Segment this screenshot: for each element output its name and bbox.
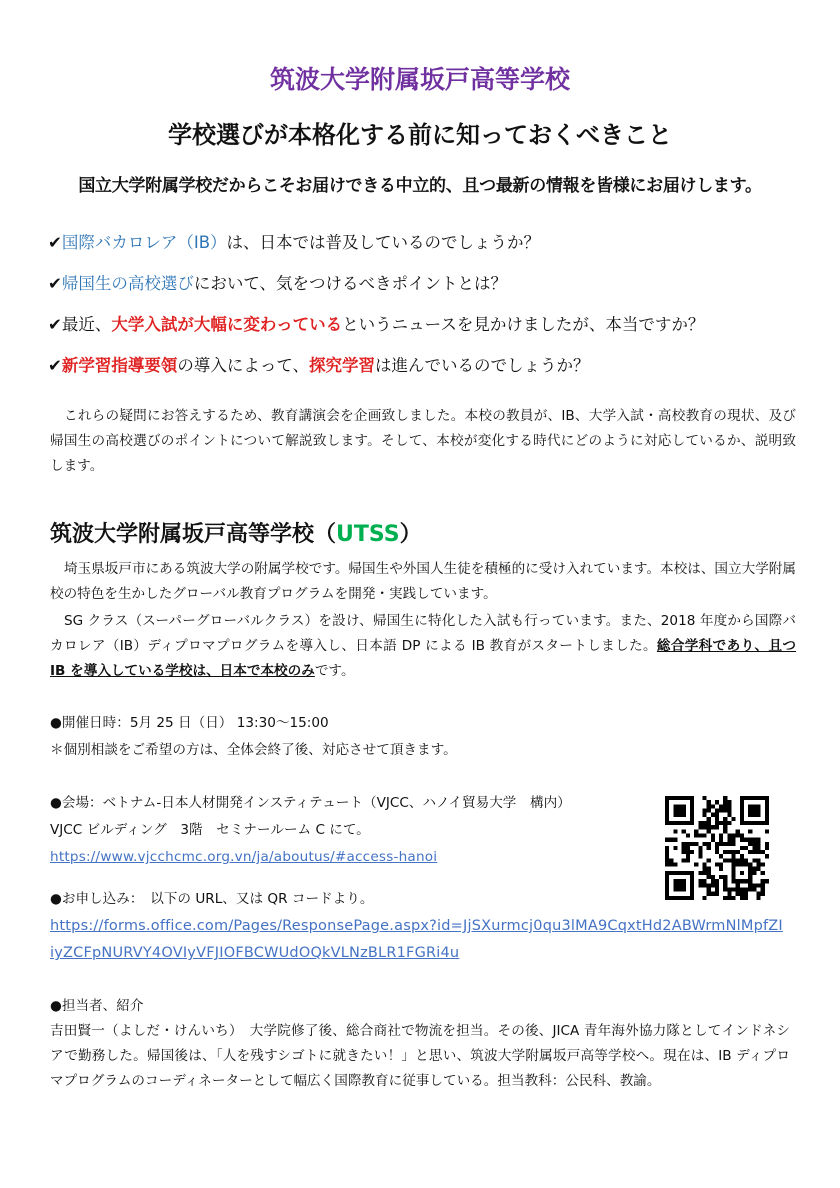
question-text: は、日本では普及しているのでしょうか？ [226,233,541,252]
section-title-text: 筑波大学附属坂戸高等学校（ [50,522,337,547]
section-title-close: ） [399,522,422,547]
ib-highlight: 総合学科であり、且つ IB を導入している学校は、日本で本校のみ [50,638,796,679]
intro-paragraph: これらの疑問にお答えするため、教育講演会を企画致しました。本校の教員が、IB、大学入試・高校教育の現状、及び帰国生の高校選びのポイントについて解説致します。そして、本校が変化する時代にどのように対応しているか、説明致します。 [50,408,796,474]
staff-heading: ●担当者、紹介 [50,998,144,1014]
apply-line: ●お申し込み： 以下の URL、又は QR コードより。 [50,891,374,907]
ib-text: SG クラス（スーパーグローバルクラス）を設け、帰国生に特化した入試も行っています。また、2018 年度から国際バカロレア（IB）ディプロマプログラムを導入し、日本語 DP による IB 教育がスタートしました。 [50,613,796,654]
venue-link[interactable]: https://www.vjcchcmc.org.vn/ja/aboutus/#access-hanoi [50,849,438,865]
check-icon: ✔ [48,315,62,334]
question-text: の導入によって、 [177,356,309,375]
event-date [50,710,790,764]
question-highlight: 帰国生の高校選び [61,274,194,293]
check-icon: ✔ [48,233,62,252]
staff-description: 吉田賢一（よしだ・けんいち） 大学院修了後、総合商社で物流を担当。その後、JICA 青年海外協力隊としてインドネシアで勤務した。帰国後は、「人を残すシゴトに就きたい！」と思い、筑波大学附属坂戸高等学校へ。現在は、IB ディプロマプログラムのコーディネーターとして幅広く国際教育に従事している。担当教科：公民科、教諭。 [50,1023,790,1089]
question-item [48,273,808,314]
check-icon: ✔ [48,356,62,375]
venue-room: VJCC ビルディング 3階 セミナールーム C にて。 [50,822,370,838]
apply-link[interactable]: https://forms.office.com/Pages/ResponsePage.aspx?id=JjSXurmcj0qu3lMA9CqxtHd2ABWrmNlMpfZIiyZCFpNURVY4OVIyVFJIOFBCWUdOQkVLNzBLR1FGRi4u [50,918,783,961]
section-title [50,517,750,548]
venue-line: ●会場：ベトナム-日本人材開発インスティテュート（VJCC、ハノイ貿易大学 構内） [50,795,571,811]
question-text: というニュースを見かけましたが、本当ですか？ [342,315,705,334]
qr-code-icon[interactable] [665,796,769,900]
date-line: ●開催日時：5月 25 日（日） 13:30～15:00 [50,715,329,731]
school-title: 筑波大学附属坂戸高等学校 [269,65,570,94]
subheadline: 国立大学附属学校だからこそお届けできる中立的、且つ最新の情報を皆様にお届けします。 [78,176,762,196]
question-text: において、気をつけるべきポイントとは？ [193,274,507,293]
question-item [48,314,808,355]
date-note: ＊個別相談をご希望の方は、全体会終了後、対応させて頂きます。 [50,742,457,758]
question-highlight: 新学習指導要領 [61,356,178,375]
question-highlight: 国際バカロレア（IB） [61,233,227,252]
question-list [48,232,808,396]
question-highlight: 大学入試が大幅に変わっている [111,315,343,334]
staff-section [50,994,790,1094]
question-text: は進んでいるのでしょうか？ [375,356,590,375]
school-description: 埼玉県坂戸市にある筑波大学の附属学校です。帰国生や外国人生徒を積極的に受け入れています。本校は、国立大学附属校の特色を生かしたグローバル教育プログラムを開発・実践しています。 [50,561,796,602]
ib-text-end: です。 [314,663,355,679]
check-icon: ✔ [48,274,62,293]
question-text: 最近、 [61,315,112,334]
question-item [48,232,808,273]
ib-description [50,609,796,684]
question-item [48,355,808,396]
section-abbr: UTSS [336,522,400,547]
question-highlight: 探究学習 [309,356,375,375]
headline: 学校選びが本格化する前に知っておくべきこと [168,121,672,149]
